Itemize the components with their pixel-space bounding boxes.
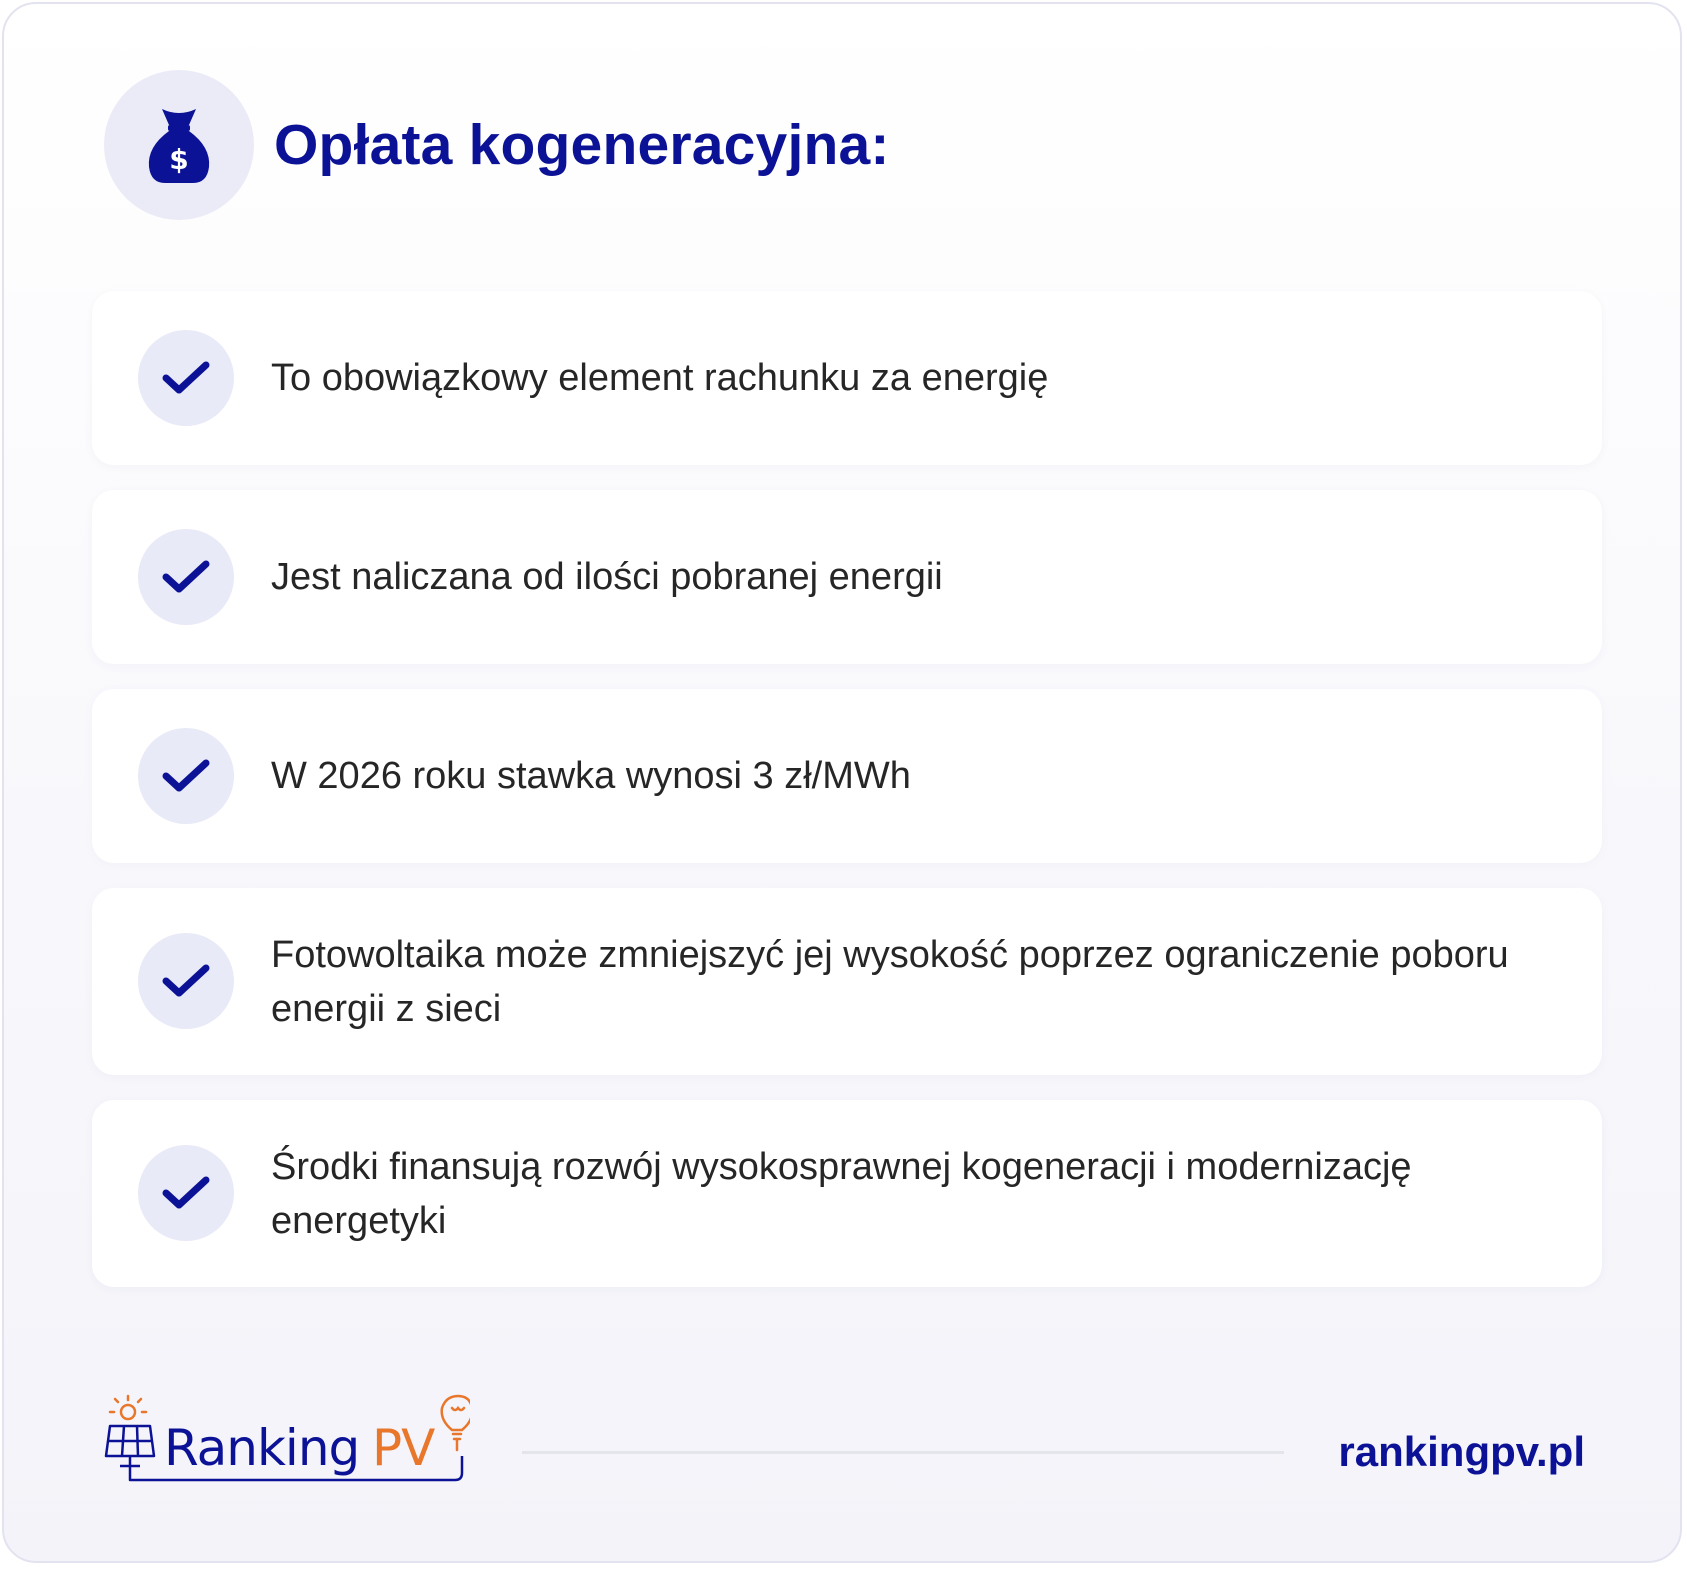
checkmark-icon xyxy=(162,1175,210,1211)
logo-text-ranking: Ranking xyxy=(164,1419,360,1477)
list-item-text: Środki finansują rozwój wysokosprawnej kogeneracji i modernizację energetyki xyxy=(271,1146,1412,1242)
checkmark-icon xyxy=(162,360,210,396)
money-bag-icon-circle xyxy=(104,70,254,220)
check-circle xyxy=(138,330,234,426)
list-item xyxy=(92,689,1602,863)
check-circle xyxy=(138,933,234,1029)
check-circle xyxy=(138,529,234,625)
logo-text-pv: PV xyxy=(372,1419,435,1477)
website-url[interactable]: rankingpv.pl xyxy=(1338,1428,1585,1475)
info-card xyxy=(2,2,1682,1563)
lightbulb-icon xyxy=(442,1396,470,1450)
list-item-text: W 2026 roku stawka wynosi 3 zł/MWh xyxy=(271,755,911,797)
ranking-pv-logo xyxy=(100,1390,470,1490)
list-item-text: Fotowoltaika może zmniejszyć jej wysokość poprzez ograniczenie poboru energii z sieci xyxy=(271,934,1509,1030)
money-bag-dollar-icon xyxy=(145,105,213,185)
svg-text:$: $ xyxy=(169,143,189,176)
footer-divider xyxy=(522,1451,1284,1454)
page-title: Opłata kogeneracyjna: xyxy=(274,113,890,177)
check-circle xyxy=(138,1145,234,1241)
list-item xyxy=(92,490,1602,664)
checkmark-icon xyxy=(162,559,210,595)
sun-icon xyxy=(110,1396,146,1419)
list-item xyxy=(92,291,1602,465)
check-circle xyxy=(138,728,234,824)
list-item xyxy=(92,888,1602,1075)
list-item-text: To obowiązkowy element rachunku za energię xyxy=(271,357,1049,399)
list-item xyxy=(92,1100,1602,1287)
checkmark-icon xyxy=(162,758,210,794)
list-item-text: Jest naliczana od ilości pobranej energii xyxy=(271,556,943,598)
checkmark-icon xyxy=(162,963,210,999)
